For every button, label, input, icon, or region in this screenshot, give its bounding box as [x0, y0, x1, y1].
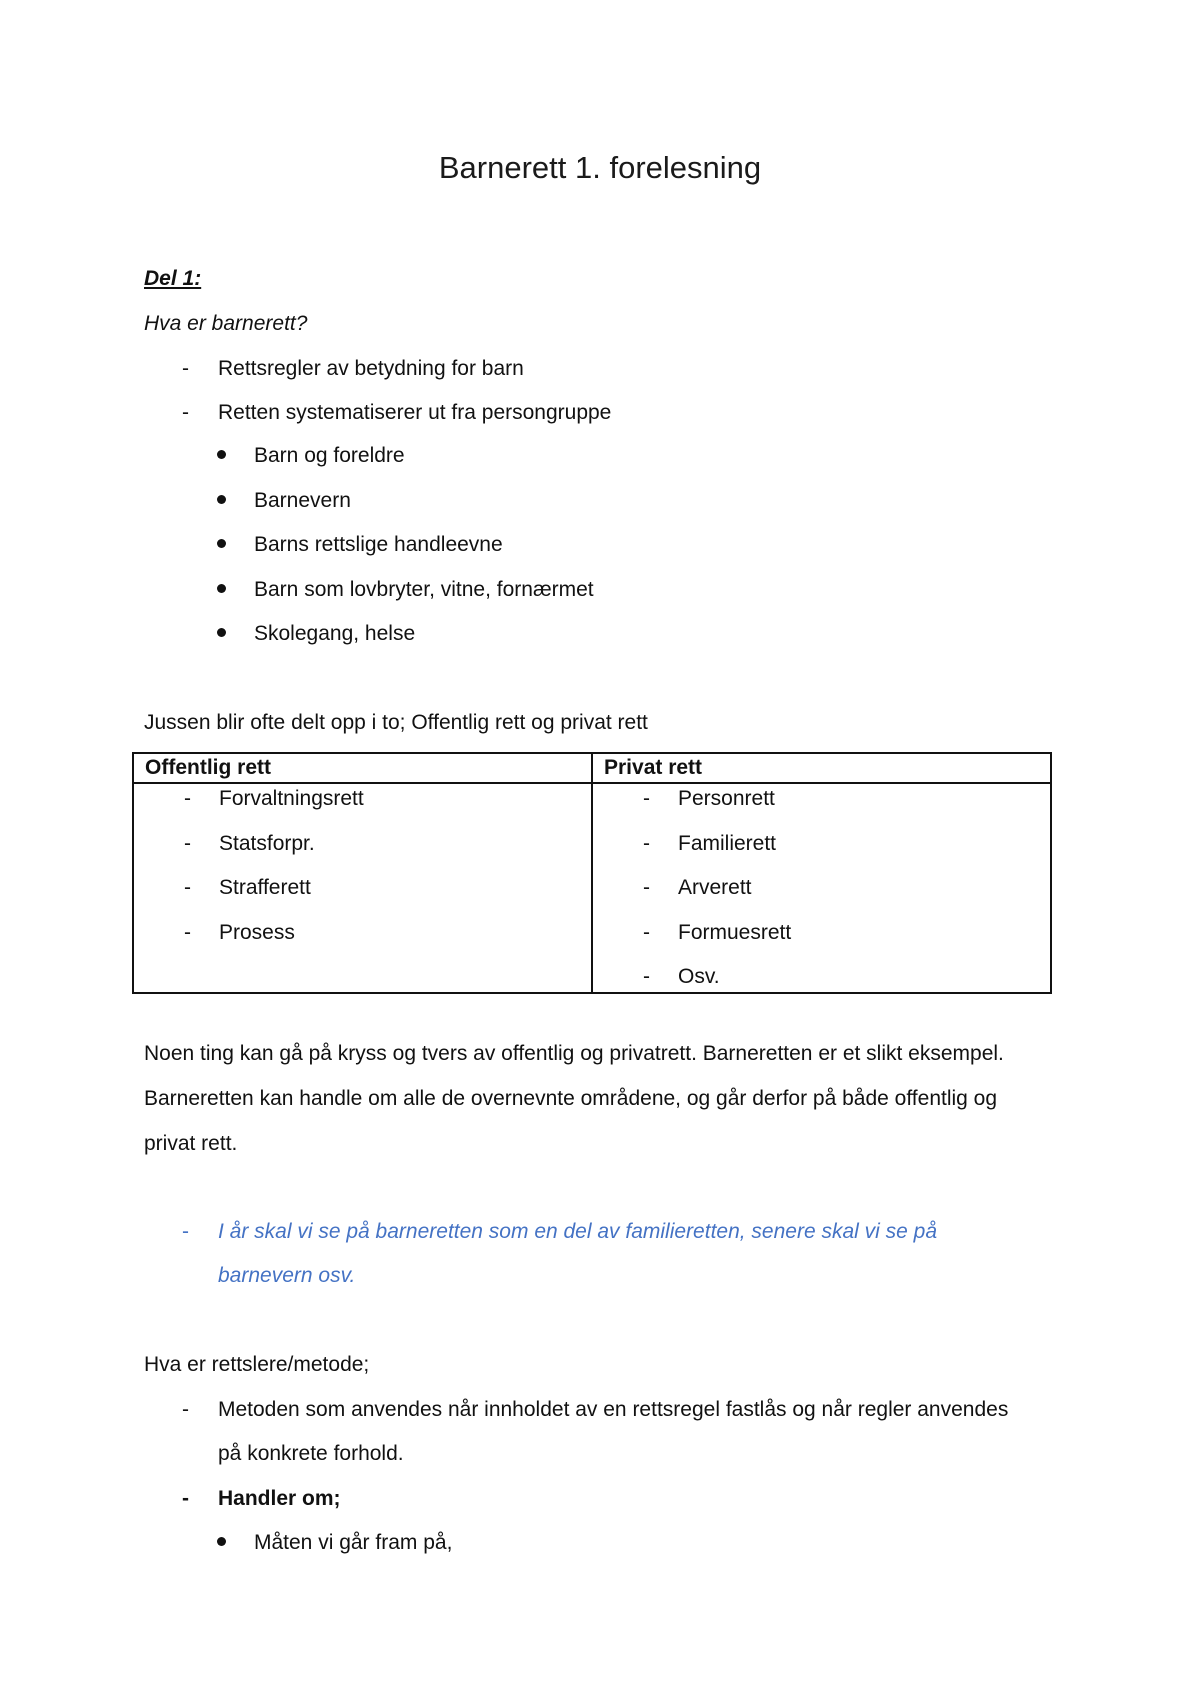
list-item: Metoden som anvendes når innholdet av en rettsregel fastlås og når regler anvendes [218, 1398, 1009, 1421]
list-item: Handler om; [218, 1487, 341, 1510]
note-line: barnevern osv. [218, 1264, 356, 1287]
bullet-icon [217, 584, 226, 593]
sub-list-item: Barns rettslige handleevne [254, 533, 503, 556]
law-table [132, 752, 1052, 994]
bullet-icon [217, 628, 226, 637]
sub-list-item: Måten vi går fram på, [254, 1531, 453, 1554]
section-question: Hva er rettslere/metode; [144, 1353, 370, 1376]
bullet-icon [217, 1537, 226, 1546]
table-intro: Jussen blir ofte delt opp i to; Offentlig rett og privat rett [144, 711, 648, 734]
section-heading: Del 1: [144, 267, 202, 290]
paragraph-line: privat rett. [144, 1132, 238, 1155]
list-item: Rettsregler av betydning for barn [218, 357, 524, 380]
sub-list-item: Barnevern [254, 489, 351, 512]
dash-marker: - [182, 1220, 189, 1243]
bullet-icon [217, 450, 226, 459]
list-item: Retten systematiserer ut fra persongruppe [218, 401, 612, 424]
sub-list-item: Barn og foreldre [254, 444, 405, 467]
dash-marker: - [182, 1398, 189, 1421]
table-cell-public: - Forvaltningsrett - Statsforpr. - Strafferett - Prosess [133, 783, 592, 993]
sub-list-item: Skolegang, helse [254, 622, 416, 645]
page-title: Barnerett 1. forelesning [438, 150, 762, 185]
bullet-icon [217, 495, 226, 504]
table-header-private: Privat rett [592, 753, 1051, 783]
section-question: Hva er barnerett? [144, 312, 308, 335]
dash-marker: - [182, 1487, 189, 1510]
dash-marker: - [182, 401, 189, 424]
sub-list-item: Barn som lovbryter, vitne, fornærmet [254, 578, 594, 601]
paragraph-line: Barneretten kan handle om alle de overnevnte områdene, og går derfor på både offentlig og [144, 1087, 998, 1110]
bullet-icon [217, 539, 226, 548]
paragraph-line: Noen ting kan gå på kryss og tvers av offentlig og privatrett. Barneretten er et slikt eksempel. [144, 1042, 1004, 1065]
note-line: I år skal vi se på barneretten som en del av familieretten, senere skal vi se på [218, 1220, 938, 1243]
table-cell-private: - Personrett - Familierett - Arverett - Formuesrett - Osv. [592, 783, 1051, 993]
table-header-public: Offentlig rett [133, 753, 592, 783]
list-item-continued: på konkrete forhold. [218, 1442, 404, 1465]
dash-marker: - [182, 357, 189, 380]
